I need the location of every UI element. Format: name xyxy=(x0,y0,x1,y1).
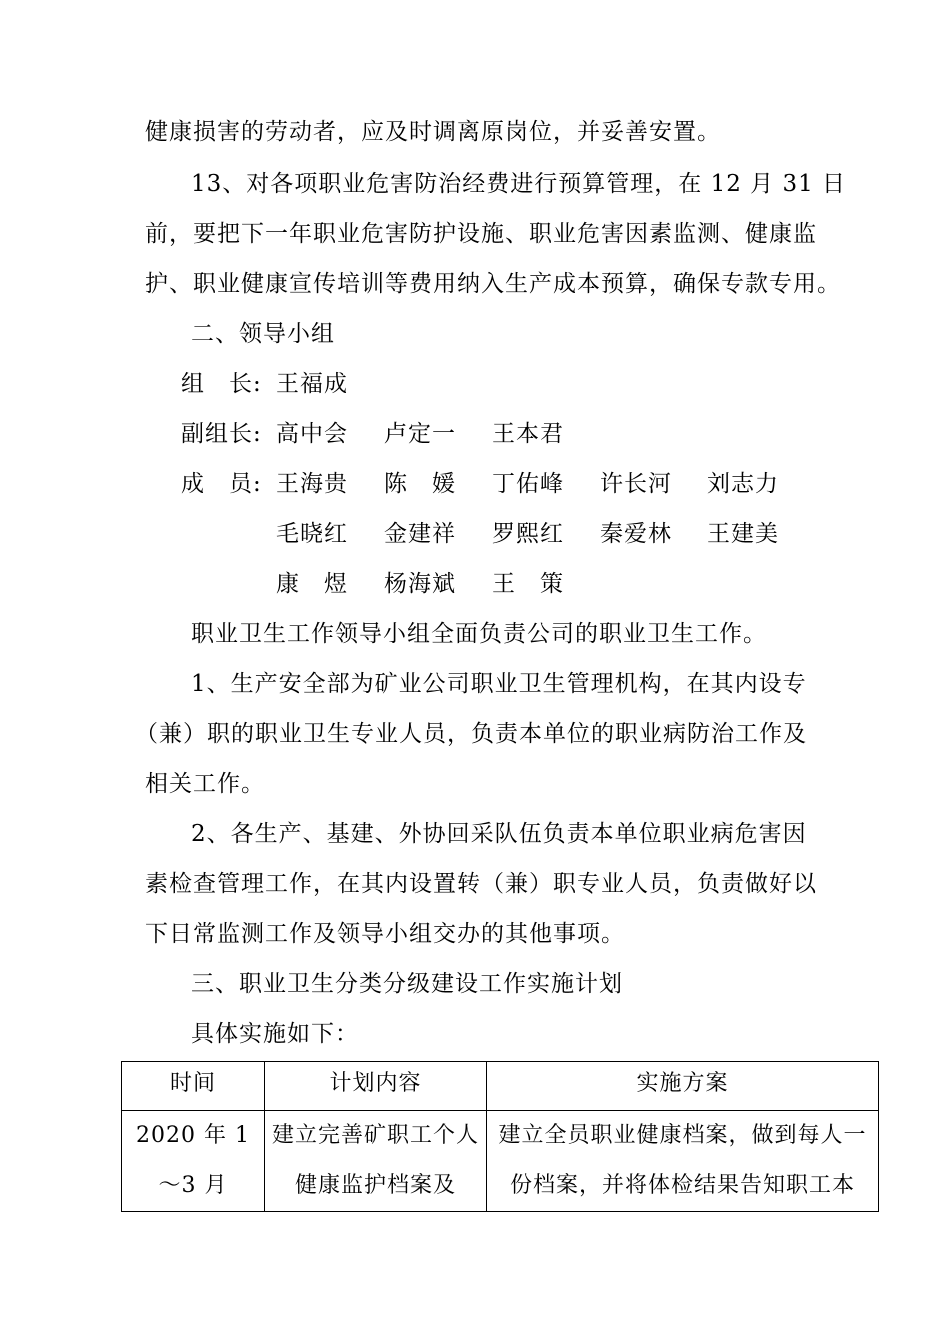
paragraph-line: 职业卫生工作领导小组全面负责公司的职业卫生工作。 xyxy=(191,621,767,647)
paragraph-line: 健康损害的劳动者，应及时调离原岗位，并妥善安置。 xyxy=(145,119,721,145)
table-cell-plan: 建立完善矿职工个人健康监护档案及 xyxy=(265,1111,487,1212)
table-header-cell: 时间 xyxy=(122,1062,265,1111)
leader-label: 组 长: xyxy=(181,371,262,397)
member-name: 康 煜 xyxy=(276,571,348,597)
member-name: 刘志力 xyxy=(707,471,779,497)
table-cell-scheme: 建立全员职业健康档案，做到每人一份档案，并将体检结果告知职工本 xyxy=(487,1111,879,1212)
table-row xyxy=(122,1111,879,1212)
member-name: 王海贵 xyxy=(276,471,348,497)
member-name: 杨海斌 xyxy=(384,571,456,597)
plan-table xyxy=(121,1061,879,1212)
member-name: 毛晓红 xyxy=(276,521,348,547)
member-label: 成 员: xyxy=(181,471,262,497)
deputy-name: 王本君 xyxy=(492,421,564,447)
leader-name: 王福成 xyxy=(276,371,348,397)
paragraph-line: 下日常监测工作及领导小组交办的其他事项。 xyxy=(145,921,625,947)
member-name: 王 策 xyxy=(492,571,564,597)
paragraph-line: 2、各生产、基建、外协回采队伍负责本单位职业病危害因 xyxy=(191,821,807,847)
member-name: 陈 媛 xyxy=(384,471,456,497)
deputy-name: 卢定一 xyxy=(384,421,456,447)
section-heading: 三、职业卫生分类分级建设工作实施计划 xyxy=(191,971,623,997)
table-cell-time: 2020 年 1～3 月 xyxy=(122,1111,265,1212)
paragraph-line: 1、生产安全部为矿业公司职业卫生管理机构，在其内设专 xyxy=(191,671,807,697)
member-name: 金建祥 xyxy=(384,521,456,547)
member-name: 王建美 xyxy=(707,521,779,547)
deputy-label: 副组长: xyxy=(181,421,262,447)
paragraph-line: 素检查管理工作，在其内设置转（兼）职专业人员，负责做好以 xyxy=(145,871,817,897)
section-heading: 二、领导小组 xyxy=(191,321,335,347)
member-name: 罗熙红 xyxy=(492,521,564,547)
member-name: 秦爱林 xyxy=(600,521,672,547)
paragraph-line: 具体实施如下： xyxy=(191,1021,359,1047)
paragraph-line: 相关工作。 xyxy=(145,771,265,797)
member-name: 丁佑峰 xyxy=(492,471,564,497)
table-header-row xyxy=(122,1062,879,1111)
paragraph-line: 13、对各项职业危害防治经费进行预算管理，在 12 月 31 日 xyxy=(191,171,847,197)
paragraph-line: 前，要把下一年职业危害防护设施、职业危害因素监测、健康监 xyxy=(145,221,817,247)
table-header-cell: 计划内容 xyxy=(265,1062,487,1111)
paragraph-line: 护、职业健康宣传培训等费用纳入生产成本预算，确保专款专用。 xyxy=(145,271,841,297)
deputy-name: 高中会 xyxy=(276,421,348,447)
paragraph-line: （兼）职的职业卫生专业人员，负责本单位的职业病防治工作及 xyxy=(135,721,807,747)
table-header-cell: 实施方案 xyxy=(487,1062,879,1111)
member-name: 许长河 xyxy=(600,471,672,497)
